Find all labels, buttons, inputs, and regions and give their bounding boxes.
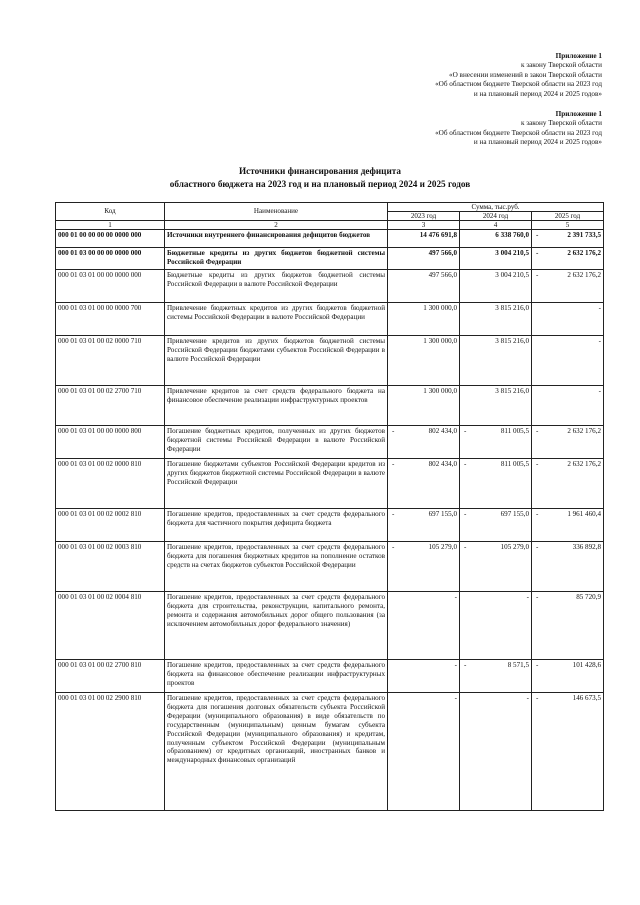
code-cell: 000 01 03 01 00 02 2900 810: [56, 693, 165, 811]
table-row: [56, 592, 604, 660]
amount-2023-cell: 14 476 691,8: [388, 230, 460, 248]
appendix-title: Приложение 1: [555, 52, 602, 60]
table-row: [56, 542, 604, 592]
amount-2023-cell: - 697 155,0: [388, 509, 460, 542]
amount-2025-cell: -: [532, 336, 604, 386]
appendix-line: к закону Тверской области: [520, 119, 602, 128]
column-number: 2: [165, 221, 388, 230]
name-cell: Бюджетные кредиты из других бюджетов бюджетной системы Российской Федерации: [165, 248, 388, 270]
header-year-2025: 2025 год: [532, 212, 604, 221]
name-cell: Погашение кредитов, предоставленных за счет средств федерального бюджета на финансовое обеспечение реализации инфраструктурных проектов: [165, 660, 388, 693]
name-cell: Погашение кредитов, предоставленных за счет средств федерального бюджета для частичного покрытия дефицита бюджета: [165, 509, 388, 542]
column-number: 1: [56, 221, 165, 230]
amount-2024-cell: -: [460, 592, 532, 660]
amount-2025-cell: - 2 391 733,5: [532, 230, 604, 248]
column-number: 5: [532, 221, 604, 230]
document-title-line: областного бюджета на 2023 год и на плановый период 2024 и 2025 годов: [169, 179, 471, 189]
name-cell: Погашение бюджетами субъектов Российской Федерации кредитов из других бюджетов бюджетной системы Российской Федерации в валюте Российской Федерации: [165, 459, 388, 509]
code-cell: 000 01 00 00 00 00 0000 000: [56, 230, 165, 248]
amount-2023-cell: 1 300 000,0: [388, 303, 460, 336]
name-cell: Погашение кредитов, предоставленных за счет средств федерального бюджета для погашения долговых обязательств субъекта Российской Федерации (муниципального образования) в виде обязательств по государственным (муниципальным) ценным бумагам субъекта Российской Федерации (муниципального образования) и кредитам, полученным субъектом Российской Федерации (муниципальным образованием) от кредитных организаций, иностранных банков и международных финансовых организаций: [165, 693, 388, 811]
appendix-header-current: [435, 52, 602, 99]
amount-2025-cell: -: [532, 386, 604, 426]
column-number: 4: [460, 221, 532, 230]
amount-2023-cell: 497 566,0: [388, 248, 460, 270]
amount-2023-cell: 497 566,0: [388, 270, 460, 303]
name-cell: Привлечение кредитов за счет средств федерального бюджета на финансовое обеспечение реализации инфраструктурных проектов: [165, 386, 388, 426]
amount-2025-cell: - 336 892,8: [532, 542, 604, 592]
amount-2025-cell: - 101 428,6: [532, 660, 604, 693]
name-cell: Привлечение бюджетных кредитов из других бюджетов бюджетной системы Российской Федерации в валюте Российской Федерации: [165, 303, 388, 336]
header-year-2023: 2023 год: [388, 212, 460, 221]
header-code: Код: [56, 203, 165, 221]
amount-2024-cell: 6 338 760,0: [460, 230, 532, 248]
table-row: [56, 660, 604, 693]
header-sum: Сумма, тыс.руб.: [388, 203, 604, 212]
amount-2023-cell: 1 300 000,0: [388, 336, 460, 386]
table-row: [56, 509, 604, 542]
amount-2025-cell: - 85 720,9: [532, 592, 604, 660]
table-row: [56, 426, 604, 459]
amount-2023-cell: 1 300 000,0: [388, 386, 460, 426]
name-cell: Погашение бюджетных кредитов, полученных из других бюджетов бюджетной системы Российской Федерации в валюте Российской Федерации: [165, 426, 388, 459]
code-cell: 000 01 03 01 00 02 2700 810: [56, 660, 165, 693]
amount-2023-cell: -: [388, 660, 460, 693]
table-body: [56, 230, 604, 811]
code-cell: 000 01 03 00 00 00 0000 000: [56, 248, 165, 270]
document-title: [0, 165, 640, 191]
amount-2025-cell: - 146 673,5: [532, 693, 604, 811]
table-row: [56, 386, 604, 426]
name-cell: Источники внутреннего финансирования дефицитов бюджетов: [165, 230, 388, 248]
amount-2024-cell: -: [460, 693, 532, 811]
amount-2024-cell: - 8 571,5: [460, 660, 532, 693]
amount-2025-cell: - 2 632 176,2: [532, 248, 604, 270]
amount-2025-cell: - 1 961 460,4: [532, 509, 604, 542]
amount-2023-cell: -: [388, 592, 460, 660]
appendix-line: к закону Тверской области: [520, 61, 602, 70]
name-cell: Привлечение кредитов из других бюджетов бюджетной системы Российской Федерации бюджетами субъектов Российской Федерации в валюте Российской Федерации: [165, 336, 388, 386]
code-cell: 000 01 03 01 00 02 2700 710: [56, 386, 165, 426]
header-name: Наименование: [165, 203, 388, 221]
table-header-row: [56, 203, 604, 212]
table-row: [56, 336, 604, 386]
amount-2024-cell: - 811 005,5: [460, 426, 532, 459]
amount-2024-cell: 3 815 216,0: [460, 303, 532, 336]
table-row: [56, 303, 604, 336]
amount-2023-cell: -: [388, 693, 460, 811]
name-cell: Бюджетные кредиты из других бюджетов бюджетной системы Российской Федерации в валюте Российской Федерации: [165, 270, 388, 303]
table-row: [56, 230, 604, 248]
amount-2025-cell: -: [532, 303, 604, 336]
code-cell: 000 01 03 01 00 02 0004 810: [56, 592, 165, 660]
code-cell: 000 01 03 01 00 02 0000 810: [56, 459, 165, 509]
column-number: 3: [388, 221, 460, 230]
code-cell: 000 01 03 01 00 02 0003 810: [56, 542, 165, 592]
appendix-line: «О внесении изменений в закон Тверской области: [448, 70, 602, 79]
amount-2024-cell: - 697 155,0: [460, 509, 532, 542]
amount-2024-cell: 3 004 210,5: [460, 270, 532, 303]
table-row: [56, 459, 604, 509]
appendix-line: «Об областном бюджете Тверской области на 2023 год: [435, 128, 602, 137]
appendix-line: и на плановый период 2024 и 2025 годов»: [473, 138, 602, 147]
table-row: [56, 270, 604, 303]
amount-2024-cell: 3 004 210,5: [460, 248, 532, 270]
appendix-line: «Об областном бюджете Тверской области на 2023 год: [435, 80, 602, 89]
amount-2024-cell: 3 815 216,0: [460, 336, 532, 386]
amount-2024-cell: - 105 279,0: [460, 542, 532, 592]
appendix-line: и на плановый период 2024 и 2025 годов»: [473, 89, 602, 98]
amount-2023-cell: - 802 434,0: [388, 459, 460, 509]
amount-2025-cell: - 2 632 176,2: [532, 270, 604, 303]
amount-2023-cell: - 802 434,0: [388, 426, 460, 459]
column-number-row: [56, 221, 604, 230]
code-cell: 000 01 03 01 00 00 0000 700: [56, 303, 165, 336]
appendix-header-original: [435, 110, 602, 148]
financing-sources-table: [55, 202, 604, 811]
table-row: [56, 248, 604, 270]
header-year-2024: 2024 год: [460, 212, 532, 221]
amount-2024-cell: 3 815 216,0: [460, 386, 532, 426]
document-title-line: Источники финансирования дефицита: [238, 166, 401, 176]
amount-2024-cell: - 811 005,5: [460, 459, 532, 509]
amount-2025-cell: - 2 632 176,2: [532, 459, 604, 509]
code-cell: 000 01 03 01 00 00 0000 000: [56, 270, 165, 303]
appendix-title: Приложение 1: [555, 110, 602, 118]
name-cell: Погашение кредитов, предоставленных за счет средств федерального бюджета для погашения бюджетных кредитов на пополнение остатков средств на счетах бюджетов субъектов Российской Федерации: [165, 542, 388, 592]
amount-2023-cell: - 105 279,0: [388, 542, 460, 592]
table-row: [56, 693, 604, 811]
code-cell: 000 01 03 01 00 02 0002 810: [56, 509, 165, 542]
amount-2025-cell: - 2 632 176,2: [532, 426, 604, 459]
code-cell: 000 01 03 01 00 02 0000 710: [56, 336, 165, 386]
name-cell: Погашение кредитов, предоставленных за счет средств федерального бюджета для строительства, реконструкции, капитального ремонта, ремонта и содержания автомобильных дорог общего пользования (за исключением автомобильных дорог федерального значения): [165, 592, 388, 660]
code-cell: 000 01 03 01 00 00 0000 800: [56, 426, 165, 459]
